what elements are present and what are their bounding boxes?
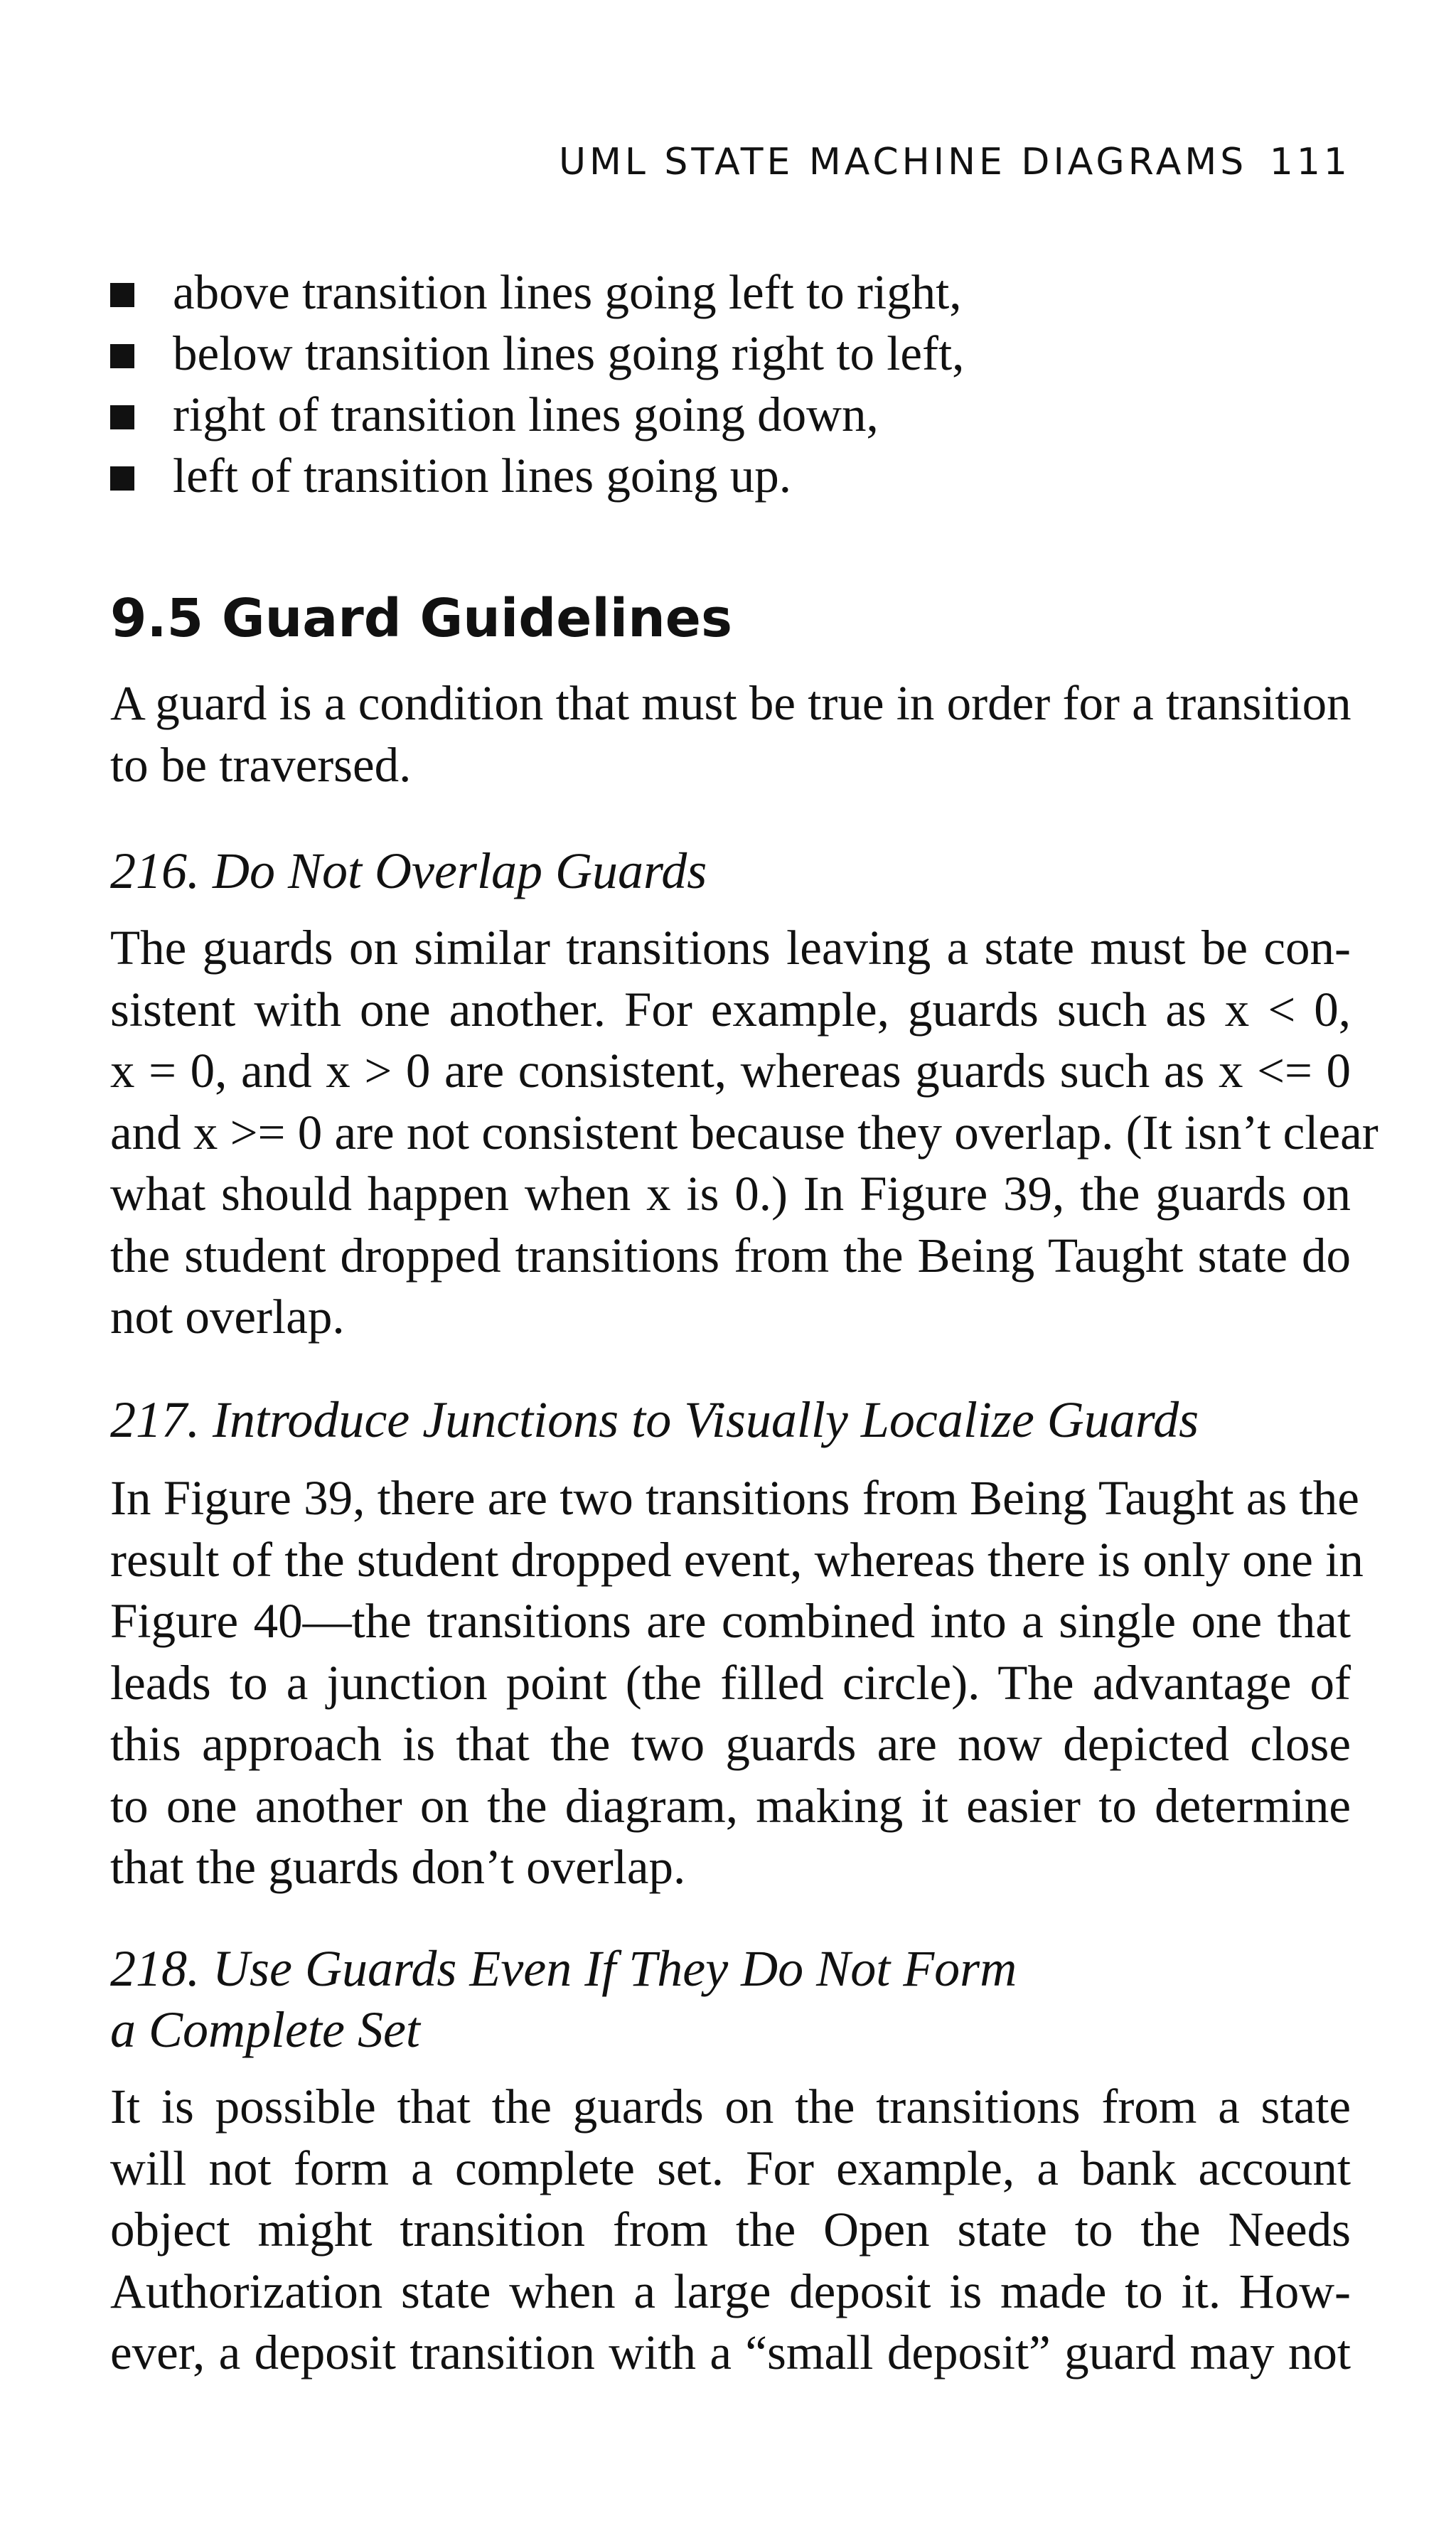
text-line: Authorization state when a large deposit is made to it. How-: [110, 2264, 1351, 2318]
text-line: will not form a complete set. For example, a bank account: [110, 2141, 1351, 2195]
guideline-218-paragraph: [110, 2076, 1351, 2384]
text-line: leads to a junction point (the filled circle). The advantage of: [110, 1655, 1351, 1710]
list-item: below transition lines going right to left,: [110, 323, 1351, 384]
text-line: this approach is that the two guards are now depicted close: [110, 1717, 1351, 1771]
text-line: x = 0, and x > 0 are consistent, whereas guards such as x <= 0: [110, 1044, 1351, 1098]
text-line: and x >= 0 are not consistent because they overlap. (It isn’t clear: [110, 1105, 1379, 1160]
running-head-title: UML STATE MACHINE DIAGRAMS: [559, 141, 1248, 183]
text-line: In Figure 39, there are two transitions from Being Taught as the: [110, 1471, 1359, 1525]
text-line: object might transition from the Open state to the Needs: [110, 2202, 1351, 2257]
text-line: ever, a deposit transition with a “small deposit” guard may not: [110, 2325, 1351, 2380]
guideline-number: 216.: [110, 842, 200, 899]
guideline-218-heading: [110, 1938, 1017, 2060]
list-item: right of transition lines going down,: [110, 384, 1351, 445]
page-number: 111: [1269, 141, 1351, 183]
text-line: It is possible that the guards on the transitions from a state: [110, 2079, 1351, 2134]
text-line: to one another on the diagram, making it easier to determine: [110, 1778, 1351, 1833]
guideline-number: 218.: [110, 1940, 200, 1997]
guideline-title-line-1: Use Guards Even If They Do Not Form: [213, 1940, 1017, 1997]
list-item: left of transition lines going up.: [110, 445, 1351, 506]
text-line: A guard is a condition that must be true in order for a transition: [110, 676, 1351, 730]
bullet-square-icon: [110, 283, 134, 307]
text-line: result of the student dropped event, whereas there is only one in: [110, 1532, 1364, 1587]
bullet-square-icon: [110, 405, 134, 429]
section-title: Guard Guidelines: [221, 588, 733, 649]
text-line: Figure 40—the transitions are combined into a single one that: [110, 1594, 1351, 1648]
guideline-217-paragraph: [110, 1467, 1364, 1898]
section-number: 9.5: [110, 588, 204, 649]
text-line: not overlap.: [110, 1290, 345, 1344]
section-heading: [110, 583, 732, 654]
text-line: that the guards don’t overlap.: [110, 1840, 686, 1894]
guideline-title-line-2: a Complete Set: [110, 2001, 420, 2058]
bullet-square-icon: [110, 344, 134, 368]
guideline-216-heading: [110, 840, 707, 901]
section-intro-paragraph: [110, 673, 1351, 796]
text-line: what should happen when x is 0.) In Figure 39, the guards on: [110, 1167, 1351, 1221]
guideline-217-heading: [110, 1389, 1199, 1450]
guideline-title: Introduce Junctions to Visually Localize Guards: [213, 1391, 1199, 1448]
guideline-number: 217.: [110, 1391, 200, 1448]
text-line: to be traversed.: [110, 737, 412, 792]
guideline-216-paragraph: [110, 917, 1379, 1348]
book-page: [110, 0, 1379, 2548]
bullet-square-icon: [110, 466, 134, 491]
running-head: [559, 141, 1351, 183]
text-line: sistent with one another. For example, guards such as x < 0,: [110, 982, 1351, 1037]
text-line: The guards on similar transitions leaving a state must be con-: [110, 921, 1351, 975]
guideline-title: Do Not Overlap Guards: [213, 842, 707, 899]
bullet-list: [110, 262, 1351, 506]
text-line: the student dropped transitions from the Being Taught state do: [110, 1228, 1351, 1283]
list-item: above transition lines going left to right,: [110, 262, 1351, 323]
